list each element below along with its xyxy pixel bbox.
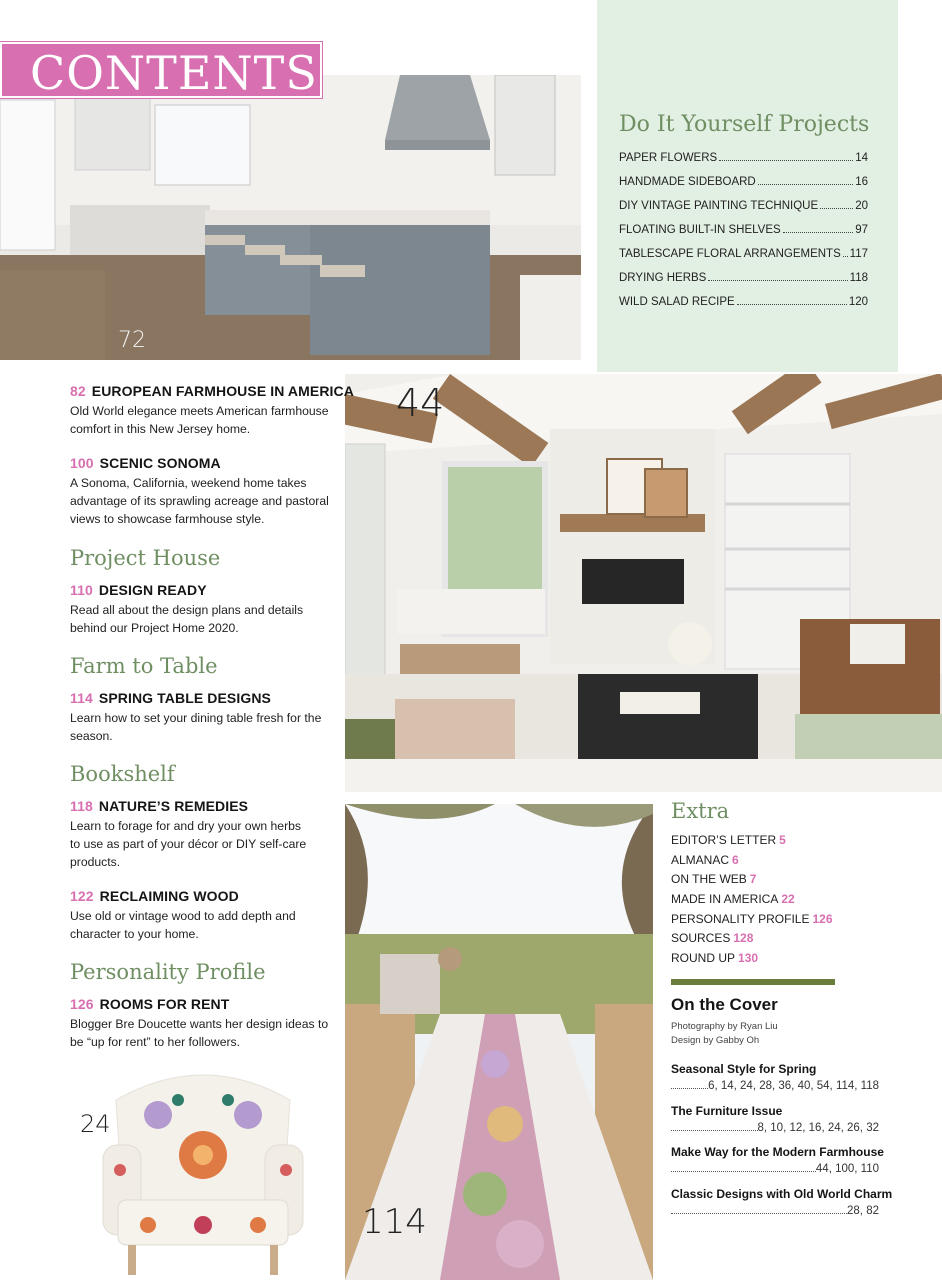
list-item[interactable]: PERSONALITY PROFILE 126	[671, 911, 833, 926]
list-item[interactable]: HANDMADE SIDEBOARD 16	[619, 176, 868, 188]
cover-story[interactable]: Make Way for the Modern Farmhouse 44, 100, 110	[671, 1145, 884, 1175]
list-item[interactable]: ALMANAC 6	[671, 852, 739, 867]
article-european-farmhouse[interactable]: 82 EUROPEAN FARMHOUSE IN AMERICA Old World elegance meets American farmhouse comfort in this New Jersey home.	[70, 383, 354, 436]
article-spring-table-designs[interactable]: 114 SPRING TABLE DESIGNS Learn how to set your dining table fresh for the season.	[70, 690, 322, 743]
list-item[interactable]: TABLESCAPE FLORAL ARRANGEMENTS 117	[619, 248, 868, 260]
diy-title: Do It Yourself Projects	[619, 112, 870, 137]
on-the-cover-title: On the Cover	[671, 995, 778, 1014]
list-item[interactable]: MADE IN AMERICA 22	[671, 892, 795, 907]
article-design-ready[interactable]: 110 DESIGN READY Read all about the design plans and details behind our Project Home 2020.	[70, 582, 304, 635]
section-farm-to-table: Farm to Table	[70, 654, 218, 678]
section-project-house: Project House	[70, 546, 221, 570]
living-room-page-number: 44	[396, 381, 445, 425]
cover-story[interactable]: The Furniture Issue 8, 10, 12, 16, 24, 26, 32	[671, 1104, 879, 1134]
list-item[interactable]: DRYING HERBS 118	[619, 272, 868, 284]
section-personality-profile: Personality Profile	[70, 960, 266, 984]
list-item[interactable]: DIY VINTAGE PAINTING TECHNIQUE 20	[619, 200, 868, 212]
list-item[interactable]: ON THE WEB 7	[671, 872, 757, 887]
list-item[interactable]: PAPER FLOWERS 14	[619, 152, 868, 164]
cover-story[interactable]: Seasonal Style for Spring 6, 14, 24, 28, 36, 40, 54, 114, 118	[671, 1062, 879, 1092]
extra-title: Extra	[671, 799, 730, 823]
diy-list	[619, 152, 868, 320]
article-reclaiming-wood[interactable]: 122 RECLAIMING WOOD Use old or vintage wood to add depth and character to your home.	[70, 888, 296, 941]
extra-list	[671, 833, 833, 971]
table-page-number: 114	[362, 1202, 427, 1242]
chair-photo	[98, 1060, 308, 1280]
article-scenic-sonoma[interactable]: 100 SCENIC SONOMA A Sonoma, California, weekend home takes advantage of its sprawling acreage and pastoral views to showcase farmhouse style.	[70, 455, 329, 526]
kitchen-photo	[0, 75, 581, 360]
list-item[interactable]: EDITOR’S LETTER 5	[671, 833, 786, 847]
living-room-photo	[345, 374, 942, 792]
section-bookshelf: Bookshelf	[70, 762, 175, 786]
chair-page-number: 24	[80, 1110, 111, 1138]
list-item[interactable]: WILD SALAD RECIPE 120	[619, 296, 868, 308]
contents-title: CONTENTS	[30, 46, 318, 100]
photo-credit: Photography by Ryan Liu	[671, 1021, 778, 1032]
list-item[interactable]: ROUND UP 130	[671, 951, 759, 966]
kitchen-page-number: 72	[118, 328, 146, 353]
divider	[671, 979, 835, 985]
cover-story[interactable]: Classic Designs with Old World Charm 28, 82	[671, 1187, 893, 1217]
list-item[interactable]: SOURCES 128	[671, 931, 754, 946]
design-credit: Design by Gabby Oh	[671, 1035, 760, 1046]
article-natures-remedies[interactable]: 118 NATURE’S REMEDIES Learn to forage for and dry your own herbs to use as part of your décor or DIY self-care products.	[70, 798, 307, 869]
article-rooms-for-rent[interactable]: 126 ROOMS FOR RENT Blogger Bre Doucette wants her design ideas to be “up for rent” to her followers.	[70, 996, 329, 1049]
diy-projects-panel	[597, 0, 898, 372]
contents-banner	[0, 42, 322, 98]
list-item[interactable]: FLOATING BUILT-IN SHELVES 97	[619, 224, 868, 236]
